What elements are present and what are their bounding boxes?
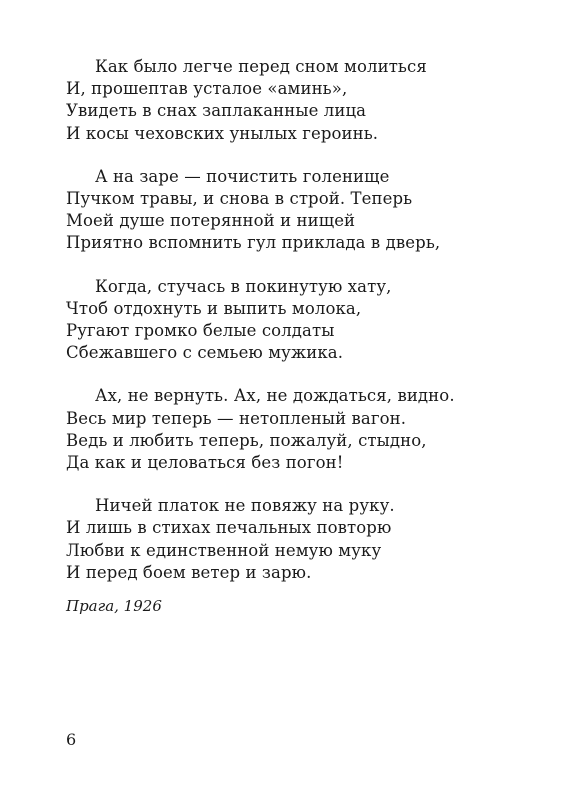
place-date-signature: Прага, 1926 <box>66 597 162 615</box>
poem-line: И косы чеховских унылых героинь. <box>66 123 379 143</box>
poem-line: Увидеть в снах заплаканные лица <box>66 101 367 121</box>
poem-line: Как было легче перед сном молиться <box>95 57 427 76</box>
poem-line: И перед боем ветер и зарю. <box>66 562 312 582</box>
poem-line: Весь мир теперь — нетопленый вагон. <box>66 408 407 428</box>
poem-line: Сбежавшего с семьею мужика. <box>66 343 344 363</box>
poem-line: Любви к единственной немую муку <box>66 540 382 560</box>
stanza-4 <box>66 385 526 474</box>
poem-line: Пучком травы, и снова в строй. Теперь <box>66 189 413 209</box>
poem-line: Когда, стучась в покинутую хату, <box>95 276 392 296</box>
poem-line: Чтоб отдохнуть и выпить молока, <box>66 298 362 318</box>
poem-line: Ах, не вернуть. Ах, не дождаться, видно. <box>95 386 455 406</box>
stanza-1 <box>66 56 526 145</box>
poem-line: Приятно вспомнить гул приклада в дверь, <box>66 233 441 253</box>
poem-line: И лишь в стихах печальных повторю <box>66 518 392 538</box>
poem-line: Ведь и любить теперь, пожалуй, стыдно, <box>66 430 427 450</box>
poem-line: Ругают громко белые солдаты <box>66 321 335 341</box>
stanza-5 <box>66 495 526 584</box>
poem <box>66 56 526 605</box>
poem-line: Да как и целоваться без погон! <box>66 453 344 473</box>
poem-line: Моей душе потерянной и нищей <box>66 211 356 231</box>
poem-line: И, прошептав усталое «аминь», <box>66 79 348 99</box>
poem-line: А на заре — почистить голенище <box>95 166 390 186</box>
stanza-3 <box>66 276 526 365</box>
stanza-2 <box>66 166 526 255</box>
poem-line: Ничей платок не повяжу на руку. <box>95 496 395 516</box>
page-number: 6 <box>66 730 77 749</box>
